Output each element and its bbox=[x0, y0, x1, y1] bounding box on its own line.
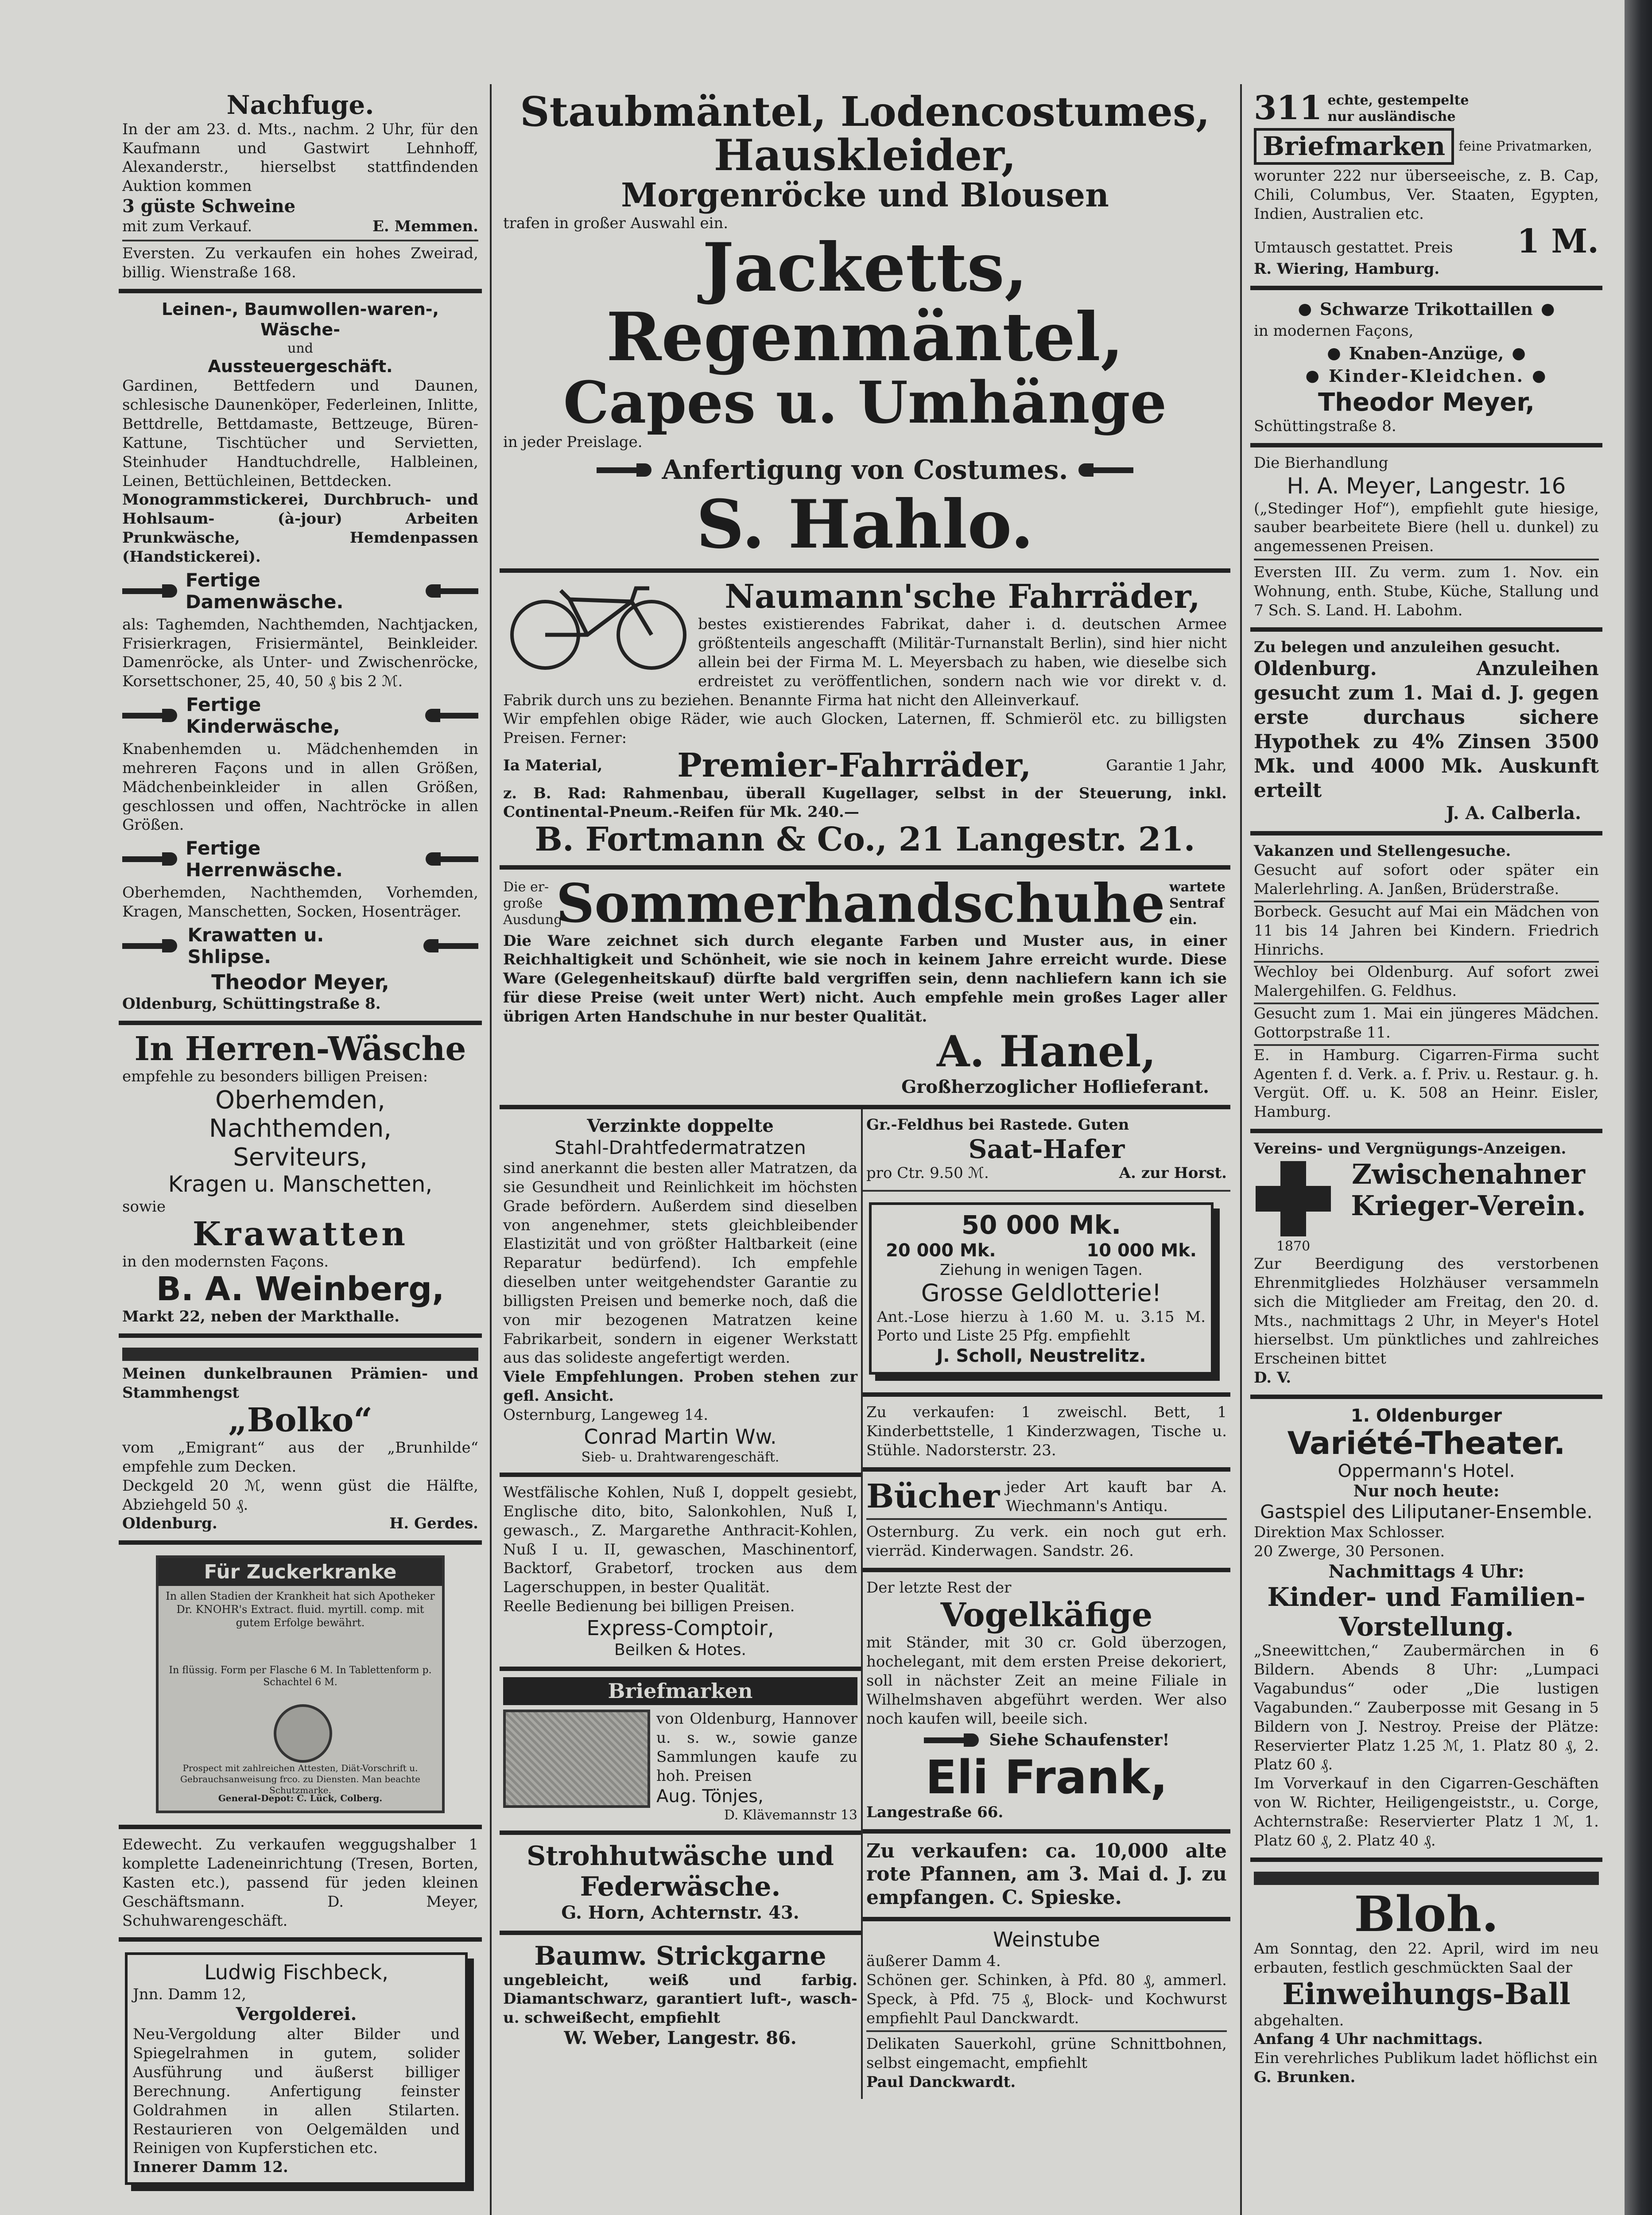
ad-text: Umtausch gestattet. Preis bbox=[1254, 238, 1453, 256]
ad-title: „Bolko“ bbox=[228, 1401, 372, 1439]
ad-text: Nachmittags 4 Uhr: bbox=[1328, 1561, 1524, 1582]
ad-address: Oldenburg, Schüttingstraße 8. bbox=[122, 995, 381, 1013]
pointing-hand-icon bbox=[423, 852, 478, 866]
ad-title: Naumann'sche Fahrräder, bbox=[725, 577, 1200, 616]
ad-text: vom „Emigrant“ aus der „Brunhilde“ empfehle zum Decken. bbox=[122, 1439, 478, 1476]
ad-title: Variété-Theater. bbox=[1287, 1425, 1566, 1461]
ad-title: Stahl-Drahtfedermatratzen bbox=[555, 1136, 806, 1158]
ad-text: Die Bierhandlung bbox=[1254, 454, 1388, 472]
ad-bloh bbox=[1250, 1862, 1602, 2094]
product-text: Prospect mit zahlreichen Attesten, Diät-Vorschrift u. Gebrauchsanweisung frco. zu Diensten. Man beachte Schutzmarke. bbox=[180, 1763, 421, 1795]
ad-text: Am Sonntag, den 22. April, wird im neu erbauten, festlich geschmückten Saal der bbox=[1254, 1940, 1599, 1977]
ad-signature: Eli Frank, bbox=[925, 1750, 1168, 1805]
ad-text: „Sneewittchen,“ Zaubermärchen in 6 Bildern. Abends 8 Uhr: „Lumpaci Vagabundus“ oder „Die lustigen Vagabunden.“ Zauberposse mit Gesang in 5 Bildern von J. Nestroy. Preise der Plätze: Reservierter Platz 1.25 ℳ, 1. Platz 80 ₰, 2. Platz 60 ₰. bbox=[1254, 1642, 1599, 1774]
ad-ha-meyer bbox=[1250, 447, 1602, 632]
ad-wiering bbox=[1250, 84, 1602, 290]
ad-text: Wir empfehlen obige Räder, wie auch Glocken, Laternen, ff. Schmieröl etc. zu billigsten Preisen. Ferner: bbox=[503, 710, 1227, 747]
ad-item: Kragen u. Manschetten, bbox=[168, 1171, 433, 1197]
ad-text: In der am 23. d. Mts., nachm. 2 Uhr, für den Kaufmann und Gastwirt Lehnhoff, Alexanderstr., hierselbst stattfindenden Auktion kommen bbox=[122, 120, 478, 195]
ad-signature: R. Wiering, Hamburg. bbox=[1254, 260, 1440, 278]
ad-price: 1 M. bbox=[1517, 222, 1599, 260]
ad-title: Staubmäntel, Lodencostumes, bbox=[520, 88, 1210, 136]
ad-subtitle: Großherzoglicher Hoflieferant. bbox=[901, 1076, 1209, 1097]
ad-signature: H. Gerdes. bbox=[389, 1515, 478, 1533]
pointing-hand-icon bbox=[1076, 463, 1133, 477]
ad-prize: 10 000 Mk. bbox=[1086, 1240, 1197, 1261]
ad-text: Oberhemden, Nachthemden, Vorhemden, Kragen, Manschetten, Socken, Hosenträger. bbox=[122, 884, 478, 921]
ad-item: Kinder-Kleidchen. bbox=[1328, 365, 1524, 386]
ad-kinderbett bbox=[863, 1397, 1230, 1471]
product-label: Für Zuckerkranke bbox=[159, 1558, 442, 1586]
ad-title: Bloh. bbox=[1354, 1885, 1499, 1943]
pointing-hand-icon bbox=[421, 939, 478, 952]
ad-text: trafen in großer Auswahl ein. bbox=[503, 214, 729, 232]
ad-title: Jacketts, Regenmäntel, bbox=[606, 228, 1124, 377]
advertisement-page bbox=[119, 84, 1602, 2215]
dot-icon: ● bbox=[1327, 344, 1341, 363]
ad-price: pro Ctr. 9.50 ℳ. bbox=[866, 1164, 989, 1182]
ad-title: Saat-Hafer bbox=[968, 1134, 1125, 1164]
ad-address: Jnn. Damm 12, bbox=[133, 1985, 246, 2003]
ad-text: nur ausländische bbox=[1327, 109, 1456, 124]
ad-text: Reelle Bedienung bei billigen Preisen. bbox=[503, 1597, 795, 1616]
ad-text: echte, gestempelte bbox=[1327, 92, 1469, 108]
ad-text: Meinen dunkelbraunen Prämien- und Stammhengst bbox=[122, 1365, 478, 1402]
ad-signature: G. Brunken. bbox=[1254, 2068, 1356, 2087]
ad-signature: Aug. Tönjes, bbox=[656, 1786, 764, 1807]
ad-variete bbox=[1250, 1399, 1602, 1862]
ad-text: 20 Zwerge, 30 Personen. bbox=[1254, 1543, 1445, 1561]
ad-title: Capes u. Umhänge bbox=[563, 368, 1167, 436]
ad-buecher bbox=[863, 1472, 1230, 1572]
column-rule bbox=[1240, 84, 1242, 2215]
ad-item: Nachthemden, bbox=[209, 1114, 392, 1143]
ad-labohm: Eversten III. Zu verm. zum 1. Nov. ein Wohnung, enth. Stube, Küche, Stallung und 7 Sch. S. Land. H. Labohm. bbox=[1254, 559, 1599, 620]
ad-text: Edewecht. Zu verkaufen weggugshalber 1 komplette Ladeneinrichtung (Tresen, Borten, Kasten etc.), passend für jeden kleinen Geschäftsmann. D. Meyer, Schuhwarengeschäft. bbox=[122, 1836, 478, 1930]
ad-title: Grosse Geldlotterie! bbox=[921, 1278, 1162, 1307]
ad-signature: Express-Comptoir, bbox=[586, 1616, 774, 1640]
ad-horn bbox=[500, 1835, 861, 1935]
ad-place: Oldenburg. bbox=[122, 1515, 217, 1533]
ad-kohlen bbox=[500, 1477, 861, 1671]
ad-subtitle: Sieb- u. Drahtwarengeschäft. bbox=[581, 1449, 779, 1465]
ad-text: in den modernsten Façons. bbox=[122, 1252, 329, 1271]
product-text: In flüssig. Form per Flasche 6 M. In Tablettenform p. Schachtel 6 M. bbox=[169, 1665, 432, 1688]
ad-weinstube bbox=[863, 1921, 1230, 2099]
ad-highlight: 311 bbox=[1254, 89, 1322, 127]
ad-title: Zwischenahner Krieger-Verein. bbox=[1351, 1158, 1586, 1222]
ad-edewecht bbox=[119, 1829, 482, 1942]
ad-text: Gr.-Feldhus bei Rastede. Guten bbox=[866, 1115, 1129, 1134]
ad-signature: A. Hanel, bbox=[937, 1026, 1156, 1076]
ad-title: Briefmarken bbox=[1254, 128, 1454, 165]
ad-text: Neu-Vergoldung alter Bilder und Spiegelrahmen in gutem, solider Ausführung und äußerst billiger Berechnung. Anfertigung feinster Goldrahmen in allen Stilarten. Restaurieren von Oelgemälden und Reinigen von Kupferstichen etc. bbox=[133, 2025, 460, 2157]
pointing-hand-icon bbox=[924, 1733, 981, 1747]
ad-subtitle: Beilken & Hotes. bbox=[614, 1641, 746, 1659]
separator-bar bbox=[122, 1348, 478, 1361]
ad-text: Wechloy bei Oldenburg. Auf sofort zwei Malergehilfen. G. Feldhus. bbox=[1254, 963, 1599, 1004]
ad-year: 1870 bbox=[1276, 1238, 1311, 1254]
ad-krieger-verein bbox=[1250, 1133, 1602, 1399]
ad-zuckerkranke bbox=[119, 1545, 482, 1829]
ad-weber bbox=[500, 1935, 861, 2056]
ad-text: in modernen Façons, bbox=[1254, 322, 1414, 340]
dot-icon: ● bbox=[1532, 366, 1547, 385]
ad-text: abgehalten. bbox=[1254, 2011, 1344, 2029]
ad-fischbeck bbox=[119, 1942, 482, 2203]
ad-signature: Paul Danckwardt. bbox=[866, 2073, 1016, 2091]
ad-banner: Fertige Kinderwäsche, bbox=[186, 694, 340, 738]
ad-subtitle: Vergolderei. bbox=[236, 2004, 357, 2025]
ad-text: Gesucht zum 1. Mai ein jüngeres Mädchen. Gottorpstraße 11. bbox=[1254, 1004, 1599, 1046]
ad-text: 1. Oldenburger bbox=[1350, 1405, 1502, 1426]
ad-text: als: Taghemden, Nachthemden, Nachtjacken, Frisierkragen, Frisiermäntel, Beinkleider. Damenröcke, als Unter- und Zwischenröcke, Korsettschoner, 25, 40, 50 ₰ bis 2 ℳ. bbox=[122, 615, 478, 691]
ad-bolko bbox=[119, 1338, 482, 1545]
pointing-hand-icon bbox=[122, 939, 180, 952]
ad-subtitle: äußerer Damm 4. bbox=[866, 1952, 1001, 1970]
ad-signature: S. Hahlo. bbox=[696, 485, 1034, 563]
ad-text: Ein verehrliches Publikum ladet höflichst ein bbox=[1254, 2049, 1598, 2067]
ad-signature: Conrad Martin Ww. bbox=[584, 1424, 777, 1449]
ad-spieske bbox=[863, 1834, 1230, 1921]
column-middle bbox=[500, 84, 1230, 2215]
ad-text: sind anerkannt die besten aller Matratzen, da sie Gesundheit und Reinlichkeit im höchsten Grade befördern. Außerdem sind dieselben von angenehmer, stets gleichbleibender Elastizität und von größter Haltbarkeit (eine Reparatur bedürfend). Ich empfehle dieselben unter weitgehendster Garantie zu billigsten Preisen und bemerke noch, daß die von mir bezogenen Matratzen keine Fabrikarbeit, sondern in eigener Werkstatt aus das solideste angefertigt werden. bbox=[503, 1159, 857, 1367]
dot-icon: ● bbox=[1298, 299, 1312, 319]
pointing-hand-icon bbox=[423, 584, 478, 598]
ad-text: Monogrammstickerei, Durchbruch- und Hohlsaum- (à-jour) Arbeiten Prunkwäsche, Hemdenpassen (Handstickerei). bbox=[122, 491, 478, 566]
ad-text: Garantie 1 Jahr, bbox=[1106, 757, 1227, 775]
ad-title: Verzinkte doppelte bbox=[587, 1115, 774, 1136]
ad-theodor-meyer-trikot bbox=[1250, 290, 1602, 447]
ad-title: Schwarze Trikottaillen bbox=[1319, 299, 1533, 319]
ad-signature: D. V. bbox=[1254, 1369, 1291, 1387]
ad-text: Gardinen, Bettfedern und Daunen, schlesische Daunenköper, Federleinen, Inlitte, Bettdrelle, Bettdamaste, Bettzeuge, Büren-Kattune, Tischtücher und Servietten, Steinhuder Handtuchdrelle, Halbleinen, Leinen, Bettüchleinen, Bettdecken. bbox=[122, 377, 478, 490]
ad-signature: Theodor Meyer, bbox=[211, 970, 389, 994]
bicycle-icon bbox=[503, 582, 694, 670]
ad-highlight: Premier-Fahrräder, bbox=[677, 746, 1032, 785]
ad-text: Oldenburg. Anzuleihen gesucht zum 1. Mai d. J. gegen erste durchaus sichere Hypothek zu 4% Zinsen 3500 Mk. und 4000 Mk. Auskunft erteilt bbox=[1254, 657, 1599, 802]
ad-split-grid bbox=[500, 1109, 1230, 2099]
ad-lotterie bbox=[863, 1192, 1230, 1397]
ad-text: Westfälische Kohlen, Nuß I, doppelt gesiebt, Englische dito, bito, Salonkohlen, Nuß I, gewasch., Z. Margarethe Anthracit-Kohlen, Nuß I u. II, gewaschen, Maschinentorf, Backtorf, Grabetorf, trocken aus dem Lagerschuppen, in bester Qualität. bbox=[503, 1484, 857, 1597]
ad-text: Anfang 4 Uhr nachmittags. bbox=[1254, 2030, 1483, 2048]
ad-text: Die er-große Ausdung bbox=[503, 879, 562, 928]
ad-title: H. A. Meyer, Langestr. 16 bbox=[1287, 473, 1566, 499]
ad-address: Langestraße 66. bbox=[866, 1803, 1004, 1821]
ad-text: Der letzte Rest der bbox=[866, 1578, 1012, 1597]
ad-column-left bbox=[500, 1109, 863, 2099]
ad-section-head: Zu belegen und anzuleihen gesucht. bbox=[1254, 638, 1560, 656]
ad-signature: J. A. Calberla. bbox=[1446, 803, 1581, 824]
ad-title: Briefmarken bbox=[503, 1677, 857, 1705]
ad-naumann bbox=[500, 573, 1230, 870]
pointing-hand-icon bbox=[122, 584, 178, 598]
ad-banner: Fertige Herrenwäsche. bbox=[186, 837, 343, 881]
pointing-hand-icon bbox=[122, 852, 178, 866]
ad-text: Ant.-Lose hierzu à 1.60 M. u. 3.15 M. Porto und Liste 25 Pfg. empfiehlt bbox=[877, 1308, 1206, 1345]
ad-text: feine Privatmarken, bbox=[1458, 139, 1592, 155]
ad-text: Im Vorverkauf in den Cigarren-Geschäften von W. Richter, Heiligengeiststr., u. Corge, Achternstraße: Reservierter Platz 1 ℳ, 1. Platz 60 ₰, 2. Platz 40 ₰. bbox=[1254, 1775, 1599, 1850]
ad-address: Innerer Damm 12. bbox=[133, 2158, 288, 2176]
ad-signature: W. Weber, Langestr. 86. bbox=[564, 2028, 797, 2049]
pointing-hand-icon bbox=[597, 463, 654, 477]
ad-hahlo bbox=[500, 84, 1230, 573]
ad-text: mit zum Verkauf. bbox=[122, 218, 252, 235]
dot-icon: ● bbox=[1512, 344, 1526, 363]
ad-title: Weinstube bbox=[993, 1927, 1100, 1951]
column-rule bbox=[490, 84, 492, 2215]
product-text: In allen Stadien der Krankheit hat sich Apotheker Dr. KNOHR's Extract. fluid. myrtill. comp. mit gutem Erfolge bewährt. bbox=[166, 1590, 435, 1629]
ad-signature: Theodor Meyer, bbox=[1318, 388, 1535, 417]
ad-banner: Fertige Damenwäsche. bbox=[185, 569, 344, 613]
ad-text: Viele Empfehlungen. Proben stehen zur gefl. Ansicht. bbox=[503, 1368, 857, 1405]
ad-eli-frank bbox=[863, 1572, 1230, 1834]
ad-signature: E. Memmen. bbox=[372, 218, 478, 235]
ad-text: wartete Sentraf ein. bbox=[1169, 879, 1225, 928]
ad-text: jeder Art kauft bar A. Wiechmann's Antiqu. bbox=[1006, 1478, 1227, 1515]
ad-subtitle: Morgenröcke und Blousen bbox=[621, 176, 1109, 215]
ad-text: Delikaten Sauerkohl, grüne Schnittbohnen, selbst eingemacht, empfiehlt bbox=[866, 2030, 1227, 2073]
ad-title: Hauskleider, bbox=[714, 130, 1016, 180]
ad-text: in jeder Preislage. bbox=[503, 433, 643, 451]
ad-title: Leinen-, Baumwollen-waren-, Wäsche- bbox=[162, 299, 439, 340]
ad-title: Ludwig Fischbeck, bbox=[204, 1960, 388, 1985]
ad-section-head: Vakanzen und Stellengesuche. bbox=[1254, 842, 1511, 860]
ad-text: Borbeck. Gesucht auf Mai ein Mädchen von 11 bis 14 Jahren bei Kindern. Friedrich Hinrichs. bbox=[1254, 902, 1599, 963]
ad-title: Vogelkäfige bbox=[940, 1596, 1153, 1634]
ad-address: Schüttingstraße 8. bbox=[1254, 417, 1396, 435]
ad-eversten: Eversten. Zu verkaufen ein hohes Zweirad, billig. Wienstraße 168. bbox=[122, 240, 478, 282]
ad-text: Nur noch heute: bbox=[1353, 1481, 1500, 1500]
ad-item: Knaben-Anzüge, bbox=[1349, 343, 1504, 363]
product-text: General-Depot: C. Lück, Colberg. bbox=[218, 1793, 383, 1804]
separator-bar bbox=[1254, 1872, 1599, 1885]
ad-text: Zur Beerdigung des verstorbenen Ehrenmitgliedes Holzhäuser versammeln sich die Mitglieder am Freitag, den 20. d. Mts., nachmittags 2 Uhr, in Meyer's Hotel hierselbst. Um pünktliches und zahlreiches Erscheinen bittet bbox=[1254, 1255, 1599, 1368]
column-left bbox=[119, 84, 482, 2215]
ad-text: empfehle zu besonders billigen Preisen: bbox=[122, 1068, 428, 1086]
ad-text: („Stedinger Hof“), empfiehlt gute hiesige, sauber bearbeitete Biere (hell u. dunkel) zu angemessenen Preisen. bbox=[1254, 499, 1599, 556]
ad-stellen bbox=[1250, 835, 1602, 1133]
ad-text: Schönen ger. Schinken, à Pfd. 80 ₰, ammerl. Speck, à Pfd. 75 ₰, Block- und Kochwurst empfiehlt Paul Danckwardt. bbox=[866, 1971, 1227, 2027]
ad-highlight: 3 güste Schweine bbox=[122, 196, 296, 217]
ad-text: Direktion Max Schlosser. bbox=[1254, 1523, 1445, 1542]
ad-title: Baumw. Strickgarne bbox=[534, 1940, 826, 1971]
ad-nachfuge bbox=[119, 84, 482, 293]
ad-prize: 20 000 Mk. bbox=[886, 1240, 996, 1261]
ad-hypothek bbox=[1250, 632, 1602, 836]
ad-text: von Oldenburg, Hannover u. s. w., sowie ganze Sammlungen kaufe zu hoh. Preisen bbox=[656, 1710, 857, 1785]
ad-item: Serviteurs, bbox=[233, 1142, 368, 1172]
ad-subtitle: Aussteuergeschäft. bbox=[208, 356, 393, 376]
ad-column-right bbox=[863, 1109, 1230, 2099]
ad-banner: Anfertigung von Costumes. bbox=[662, 454, 1068, 486]
ad-title: In Herren-Wäsche bbox=[134, 1030, 466, 1068]
ad-weinberg bbox=[119, 1025, 482, 1338]
ad-text: z. B. Rad: Rahmenbau, überall Kugellager, selbst in der Steuerung, inkl. Continental-Pneum.-Reifen für Mk. 240.— bbox=[503, 784, 1227, 821]
ad-banner: Krawatten u. Shlipse. bbox=[187, 924, 324, 968]
ad-text: Gesucht auf sofort oder später ein Malerlehrling. A. Janßen, Brüderstraße. bbox=[1254, 861, 1599, 902]
ad-theodor-meyer-waesche bbox=[119, 293, 482, 1025]
ad-text: Die Ware zeichnet sich durch elegante Farben und Muster aus, in einer Reichhaltigkeit und Schönheit, wie sie noch in keinem Jahre erreicht wurde. Diese Ware (Gelegenheitskauf) dürfte bald vergriffen sein, denn nachliefern kann ich sie für diese Preise (weit unter Wert) nicht. Auch empfehle mein großes Lager aller übrigen Arten Handschuhe in nur bester Qualität. bbox=[503, 932, 1227, 1026]
ad-text: Knabenhemden u. Mädchenhemden in mehreren Façons und in allen Größen, Mädchenbeinkleider in allen Größen, geschlossen und offen, Nachtröcke in allen Größen. bbox=[122, 740, 478, 834]
ad-saathafer bbox=[863, 1109, 1230, 1192]
product-illustration bbox=[156, 1555, 445, 1813]
binding-spine bbox=[1625, 0, 1652, 2215]
ad-address: D. Klävemannstr 13 bbox=[724, 1807, 857, 1823]
ad-subtitle: Oppermann's Hotel. bbox=[1338, 1461, 1515, 1481]
ad-signature: J. Scholl, Neustrelitz. bbox=[936, 1346, 1146, 1367]
ad-text: sowie bbox=[122, 1197, 166, 1216]
ad-signature: B. Fortmann & Co., 21 Langestr. 21. bbox=[535, 820, 1195, 859]
ad-section-head: Vereins- und Vergnügungs-Anzeigen. bbox=[1254, 1140, 1567, 1158]
ad-briefmarken-toenjes bbox=[500, 1671, 861, 1835]
ad-title: Strohhutwäsche und Federwäsche. bbox=[527, 1840, 834, 1902]
pointing-hand-icon bbox=[122, 709, 178, 722]
ad-hanel bbox=[500, 870, 1230, 1109]
ad-address: Markt 22, neben der Markthalle. bbox=[122, 1308, 400, 1326]
pointing-hand-icon bbox=[423, 709, 478, 722]
ad-text: Ia Material, bbox=[503, 757, 603, 775]
ad-signature: B. A. Weinberg, bbox=[156, 1270, 445, 1308]
ad-banner: Siehe Schaufenster! bbox=[989, 1731, 1170, 1750]
ad-text: ungebleicht, weiß und farbig. Diamantschwarz, garantiert luft-, wasch- u. schweißecht, empfiehlt bbox=[503, 1971, 857, 2027]
ad-signature: A. zur Horst. bbox=[1119, 1164, 1227, 1182]
iron-cross-icon bbox=[1256, 1161, 1331, 1236]
ad-title: Sommerhandschuhe bbox=[556, 872, 1165, 935]
ad-signature: G. Horn, Achternstr. 43. bbox=[561, 1902, 799, 1923]
ad-title: Nachfuge. bbox=[226, 90, 374, 120]
ad-title: Bücher bbox=[866, 1477, 1000, 1516]
ad-text: Ziehung in wenigen Tagen. bbox=[940, 1261, 1143, 1279]
ad-title: Kinder- und Familien-Vorstellung. bbox=[1267, 1582, 1586, 1642]
ad-text: Deckgeld 20 ℳ, wenn güst die Hälfte, Abziehgeld 50 ₰. bbox=[122, 1477, 478, 1514]
ad-matratzen bbox=[500, 1109, 861, 1477]
ad-highlight: Einweihungs-Ball bbox=[1282, 1976, 1571, 2011]
ad-address: Osternburg, Langeweg 14. bbox=[503, 1406, 709, 1424]
ad-text: bestes existierendes Fabrikat, daher i. d. deutschen Armee größtenteils angeschafft (Militär-Turnanstalt Berlin), sind hier nicht allein bei der Firma M. L. Meyersbach zu haben, wie dieselbe sich erdreistet zu veröffentlichen, sondern nach wie vor direkt v. d. Fabrik durch uns zu beziehen. Benannte Firma hat nicht den Alleinverkauf. bbox=[503, 615, 1227, 709]
ad-highlight: 50 000 Mk. bbox=[961, 1210, 1121, 1240]
ad-highlight: Krawatten bbox=[192, 1215, 408, 1253]
ad-text: Osternburg. Zu verk. ein noch gut erh. vierräd. Kinderwagen. Sandstr. 26. bbox=[866, 1518, 1227, 1561]
dot-icon: ● bbox=[1305, 366, 1321, 385]
ad-item: Oberhemden, bbox=[215, 1086, 385, 1115]
ad-text: mit Ständer, mit 30 cr. Gold überzogen, hochelegant, mit dem ersten Preise dekoriert, soll in nächster Zeit an meine Filiale in Wilhelmshaven abgeführt werden. Wer also noch kaufen will, beeile sich. bbox=[866, 1634, 1227, 1728]
ad-text: Zu verkaufen: 1 zweischl. Bett, 1 Kinderbettstelle, 1 Kinderzwagen, Tische u. Stühle. Nadorsterstr. 23. bbox=[866, 1403, 1227, 1459]
ad-text: worunter 222 nur überseeische, z. B. Cap, Chili, Columbus, Ver. Staaten, Egypten, Indien, Australien etc. bbox=[1254, 167, 1599, 223]
ad-text: und bbox=[287, 340, 313, 356]
column-right bbox=[1250, 84, 1602, 2215]
dot-icon: ● bbox=[1541, 299, 1555, 319]
ad-text: Zu verkaufen: ca. 10,000 alte rote Pfannen, am 3. Mai d. J. zu empfangen. C. Spieske. bbox=[866, 1839, 1227, 1909]
stamp-illustration bbox=[503, 1710, 650, 1808]
ad-title: Gastspiel des Liliputaner-Ensemble. bbox=[1260, 1501, 1593, 1523]
seal-icon bbox=[274, 1704, 332, 1763]
ad-text: E. in Hamburg. Cigarren-Firma sucht Agenten f. d. Verk. a. f. Priv. u. Restaur. g. h. Vergüt. Off. u. K. 508 an Heinr. Eisler, Hamburg. bbox=[1254, 1046, 1599, 1121]
